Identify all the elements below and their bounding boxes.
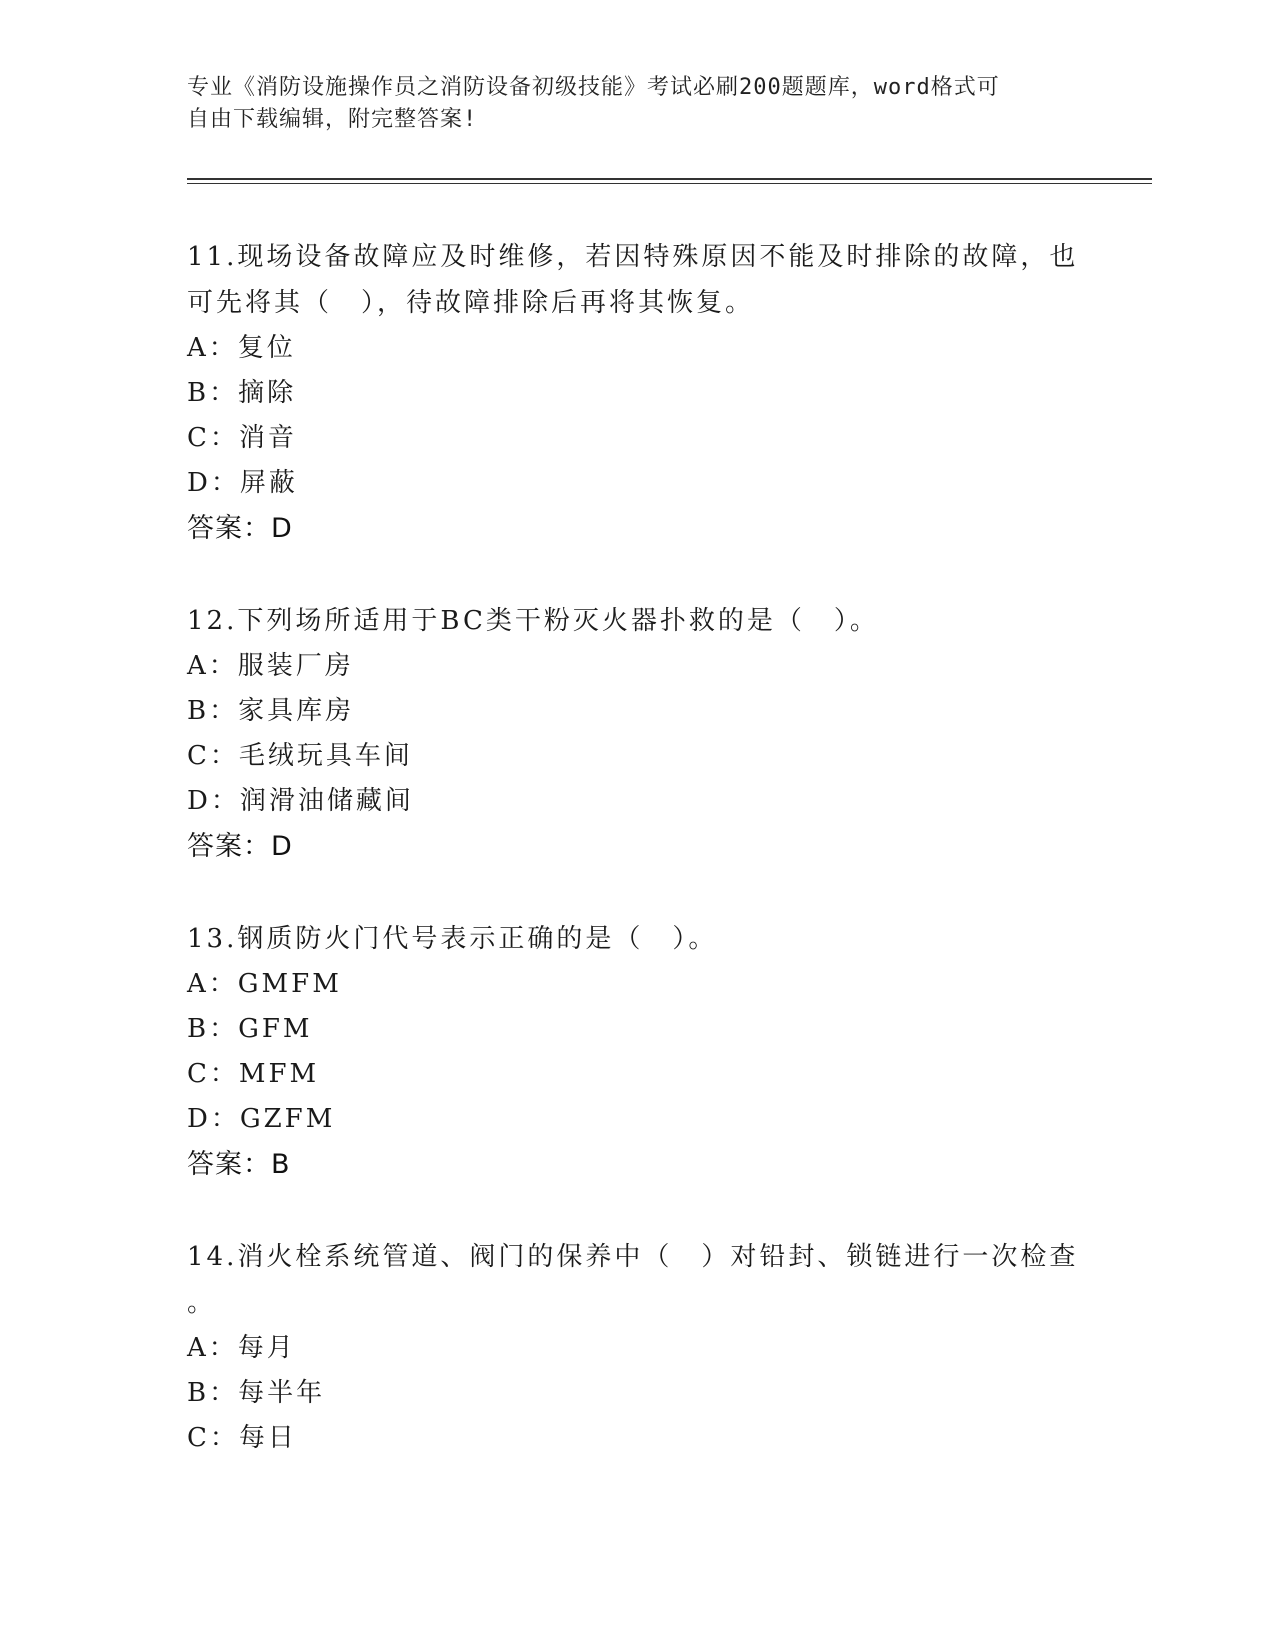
question-stem-line: 14.消火栓系统管道、阀门的保养中（ ）对铅封、锁链进行一次检查 (187, 1242, 1079, 1272)
option-c: C：消音 (187, 423, 297, 453)
option-b: B：摘除 (187, 378, 297, 408)
option-d: D：屏蔽 (187, 468, 298, 498)
header-divider (187, 178, 1152, 180)
option-a: A：服装厂房 (187, 651, 354, 681)
question-12 (187, 598, 1087, 870)
option-a: A：每月 (187, 1333, 296, 1363)
question-14 (187, 1234, 1087, 1461)
question-stem (187, 234, 1087, 326)
option-b: B：每半年 (187, 1378, 326, 1408)
option-a: A：复位 (187, 333, 296, 363)
question-11 (187, 234, 1087, 552)
document-header (187, 72, 1067, 136)
option-c: C：MFM (187, 1059, 320, 1089)
question-13 (187, 916, 1087, 1188)
header-line: 专业《消防设施操作员之消防设备初级技能》考试必刷200题题库，word格式可 (187, 75, 1000, 100)
question-stem-line: 可先将其（ ），待故障排除后再将其恢复。 (187, 288, 755, 318)
option-a: A：GMFM (187, 969, 342, 999)
option-c: C：每日 (187, 1423, 297, 1453)
option-c: C：毛绒玩具车间 (187, 741, 413, 771)
question-stem-line: 13.钢质防火门代号表示正确的是（ ）。 (187, 924, 718, 954)
question-stem (187, 1234, 1087, 1326)
question-stem-line: 。 (187, 1288, 217, 1318)
answer: 答案：D (187, 831, 293, 862)
option-b: B：GFM (187, 1014, 313, 1044)
option-d: D：润滑油储藏间 (187, 786, 414, 816)
question-stem (187, 916, 1087, 962)
answer: 答案：D (187, 513, 293, 544)
answer: 答案：B (187, 1149, 291, 1180)
header-divider-thin (187, 183, 1152, 184)
question-stem-line: 12.下列场所适用于BC类干粉灭火器扑救的是（ ）。 (187, 606, 879, 636)
option-b: B：家具库房 (187, 696, 355, 726)
header-line: 自由下载编辑，附完整答案! (187, 107, 478, 132)
question-list (187, 234, 1087, 1507)
question-stem-line: 11.现场设备故障应及时维修，若因特殊原因不能及时排除的故障，也 (187, 242, 1079, 272)
question-stem (187, 598, 1087, 644)
option-d: D：GZFM (187, 1104, 336, 1134)
